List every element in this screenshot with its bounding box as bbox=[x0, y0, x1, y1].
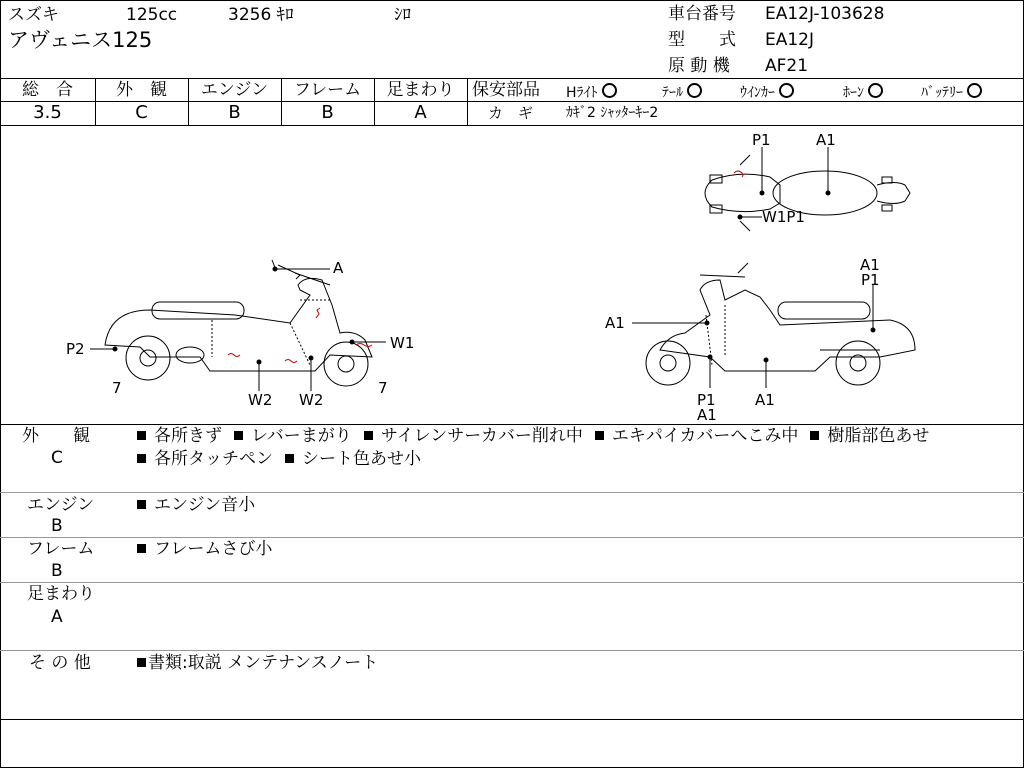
maker: スズキ bbox=[8, 5, 59, 25]
model-type: EA12J bbox=[765, 30, 815, 50]
section-label-suspension: 足まわり bbox=[27, 584, 95, 604]
engine-type: AF21 bbox=[765, 56, 809, 76]
remark: フレームさび小 bbox=[137, 541, 272, 558]
section-grade-frame: B bbox=[51, 561, 63, 581]
label-top-a1: A1 bbox=[816, 131, 836, 149]
label-top-w1p1: W1P1 bbox=[762, 208, 805, 226]
safety-label: 保安部品 bbox=[472, 80, 540, 100]
label-right-a1-bottom: A1 bbox=[697, 406, 717, 424]
section-label-frame: フレーム bbox=[27, 539, 95, 559]
bullet-icon bbox=[234, 431, 243, 440]
remarks-engine bbox=[137, 497, 267, 514]
frame-no-label: 車台番号 bbox=[668, 4, 736, 24]
label-7-a: 7 bbox=[112, 379, 122, 397]
label-right-p1-top: P1 bbox=[861, 271, 880, 289]
remark: エンジン音小 bbox=[137, 497, 255, 514]
label-w2-a: W2 bbox=[248, 391, 273, 409]
section-label-other: そ の 他 bbox=[29, 653, 91, 673]
section-label-exterior: 外 観 bbox=[22, 426, 90, 446]
section-grade-exterior: C bbox=[51, 448, 63, 468]
scooter-side-left bbox=[105, 260, 372, 386]
grade-label-exterior: 外 観 bbox=[116, 80, 167, 100]
safety-tail: ﾃｰﾙ bbox=[662, 83, 702, 100]
section-label-engine: エンジン bbox=[27, 495, 95, 515]
frame-no: EA12J-103628 bbox=[765, 4, 885, 24]
ok-circle-icon bbox=[868, 83, 883, 98]
safety-horn: ﾎｰﾝ bbox=[843, 83, 883, 100]
mileage: 3256 ｷﾛ bbox=[228, 5, 294, 25]
bullet-icon bbox=[810, 431, 819, 440]
key-label: カ ギ bbox=[488, 104, 534, 122]
grade-label-frame: フレーム bbox=[293, 80, 362, 100]
color: ｼﾛ bbox=[394, 5, 411, 25]
label-a: A bbox=[333, 259, 344, 277]
label-right-p1-bottom: P1 bbox=[697, 391, 716, 409]
divider bbox=[0, 78, 1024, 79]
remarks-exterior-line2 bbox=[137, 451, 433, 468]
remark: レバーまがり bbox=[234, 428, 352, 445]
remark: 樹脂部色あせ bbox=[810, 428, 929, 445]
label-p2: P2 bbox=[66, 340, 85, 358]
displacement: 125cc bbox=[126, 5, 178, 25]
remark: サイレンサーカバー削れ中 bbox=[364, 428, 583, 445]
label-right-a1-top: A1 bbox=[860, 256, 880, 274]
label-w1: W1 bbox=[390, 334, 415, 352]
bullet-icon bbox=[137, 544, 146, 553]
remark: 書類:取説 メンテナンスノート bbox=[137, 655, 378, 672]
bullet-icon bbox=[137, 500, 146, 509]
grade-label-engine: エンジン bbox=[200, 80, 269, 100]
label-right-a1-left: A1 bbox=[605, 314, 625, 332]
label-top-p1: P1 bbox=[752, 131, 771, 149]
ok-circle-icon bbox=[779, 83, 794, 98]
grade-value-overall: 3.5 bbox=[33, 102, 62, 123]
label-right-a1-right: A1 bbox=[755, 391, 775, 409]
ok-circle-icon bbox=[602, 83, 617, 98]
left-leaders bbox=[90, 267, 386, 391]
remark: 各所タッチペン bbox=[137, 451, 273, 468]
remarks-exterior-line1 bbox=[137, 428, 941, 445]
bullet-icon bbox=[137, 431, 146, 440]
safety-winker: ｳｲﾝｶｰ bbox=[740, 83, 794, 100]
ok-circle-icon bbox=[967, 83, 982, 98]
remarks-other bbox=[137, 655, 390, 672]
remark: シート色あせ小 bbox=[285, 451, 421, 468]
section-grade-engine: B bbox=[51, 516, 63, 536]
grade-value-engine: B bbox=[228, 102, 241, 123]
safety-battery: ﾊﾞｯﾃﾘｰ bbox=[921, 83, 982, 100]
remarks-frame bbox=[137, 541, 284, 558]
grade-label-suspension: 足まわり bbox=[386, 80, 455, 100]
bullet-icon bbox=[137, 658, 146, 667]
damage-diagram bbox=[0, 125, 1024, 425]
bullet-icon bbox=[364, 431, 373, 440]
grade-value-exterior: C bbox=[135, 102, 148, 123]
bullet-icon bbox=[285, 454, 294, 463]
bullet-icon bbox=[595, 431, 604, 440]
grade-value-suspension: A bbox=[414, 102, 427, 123]
model-name: アヴェニス125 bbox=[8, 28, 153, 52]
label-w2-b: W2 bbox=[299, 391, 324, 409]
model-type-label: 型 式 bbox=[668, 30, 736, 50]
key-value: ｶｷﾞ2 ｼｬｯﾀｰｷｰ2 bbox=[566, 105, 659, 121]
safety-headlight: Hﾗｲﾄ bbox=[566, 83, 617, 100]
ok-circle-icon bbox=[687, 83, 702, 98]
grade-label-overall: 総 合 bbox=[22, 80, 73, 100]
label-7-b: 7 bbox=[378, 379, 388, 397]
bullet-icon bbox=[137, 454, 146, 463]
remark: 各所きず bbox=[137, 428, 222, 445]
grade-value-frame: B bbox=[321, 102, 334, 123]
section-grade-suspension: A bbox=[51, 607, 63, 627]
remark: エキパイカバーへこみ中 bbox=[595, 428, 799, 445]
engine-type-label: 原 動 機 bbox=[668, 56, 730, 76]
scooter-top-view bbox=[705, 155, 910, 231]
